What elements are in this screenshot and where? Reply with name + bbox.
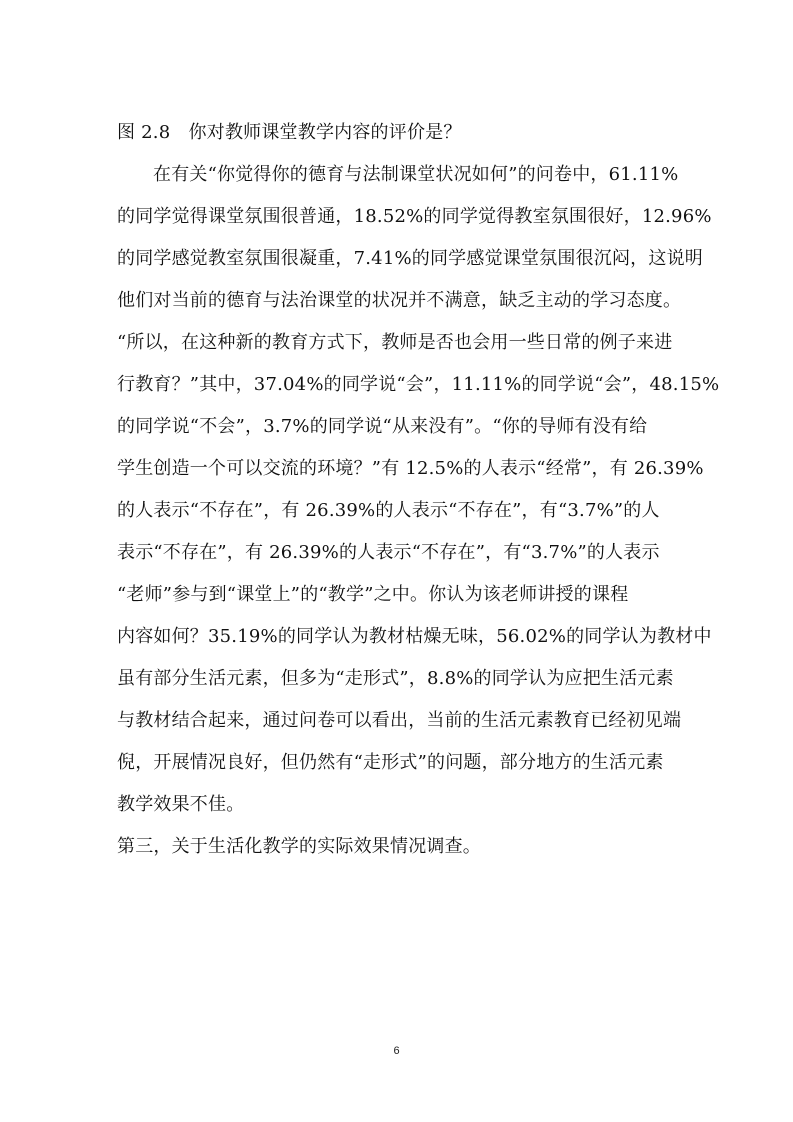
paragraph-line: 学生创造一个可以交流的环境？”有 12.5%的人表示“经常”，有 26.39%: [117, 458, 704, 479]
paragraph-line: 虽有部分生活元素，但多为“走形式”，8.8%的同学认为应把生活元素: [117, 668, 674, 689]
paragraph-line: 倪，开展情况良好，但仍然有“走形式”的问题，部分地方的生活元素: [117, 752, 664, 773]
paragraph-line: 表示“不存在”，有 26.39%的人表示“不存在”，有“3.7%”的人表示: [117, 542, 660, 563]
paragraph-line: 教学效果不佳。: [117, 794, 245, 815]
paragraph-line: 的同学说“不会”，3.7%的同学说“从来没有”。“你的导师有没有给: [117, 416, 648, 437]
figure-caption: 图 2.8 你对教师课堂教学内容的评价是？: [117, 122, 462, 143]
paragraph-line: 在有关“你觉得你的德育与法制课堂状况如何”的问卷中，61.11%: [153, 164, 679, 185]
paragraph-line: “老师”参与到“课堂上”的“教学”之中。你认为该老师讲授的课程: [117, 584, 629, 605]
paragraph-line: 的人表示“不存在”，有 26.39%的人表示“不存在”，有“3.7%”的人: [117, 500, 660, 521]
paragraph-line: 的同学觉得课堂氛围很普通，18.52%的同学觉得教室氛围很好，12.96%: [117, 206, 712, 227]
paragraph-line: 内容如何？35.19%的同学认为教材枯燥无味，56.02%的同学认为教材中: [117, 626, 712, 647]
section-heading: 第三，关于生活化教学的实际效果情况调查。: [117, 836, 481, 857]
paragraph-line: 行教育？”其中，37.04%的同学说“会”，11.11%的同学说“会”，48.15%: [117, 374, 720, 395]
page-number: 6: [393, 1045, 400, 1057]
paragraph-line: 与教材结合起来，通过问卷可以看出，当前的生活元素教育已经初见端: [117, 710, 682, 731]
paragraph-line: “所以，在这种新的教育方式下，教师是否也会用一些日常的例子来进: [117, 332, 673, 353]
paragraph-line: 他们对当前的德育与法治课堂的状况并不满意，缺乏主动的学习态度。: [117, 290, 682, 311]
paragraph-line: 的同学感觉教室氛围很凝重，7.41%的同学感觉课堂氛围很沉闷，这说明: [117, 248, 703, 269]
